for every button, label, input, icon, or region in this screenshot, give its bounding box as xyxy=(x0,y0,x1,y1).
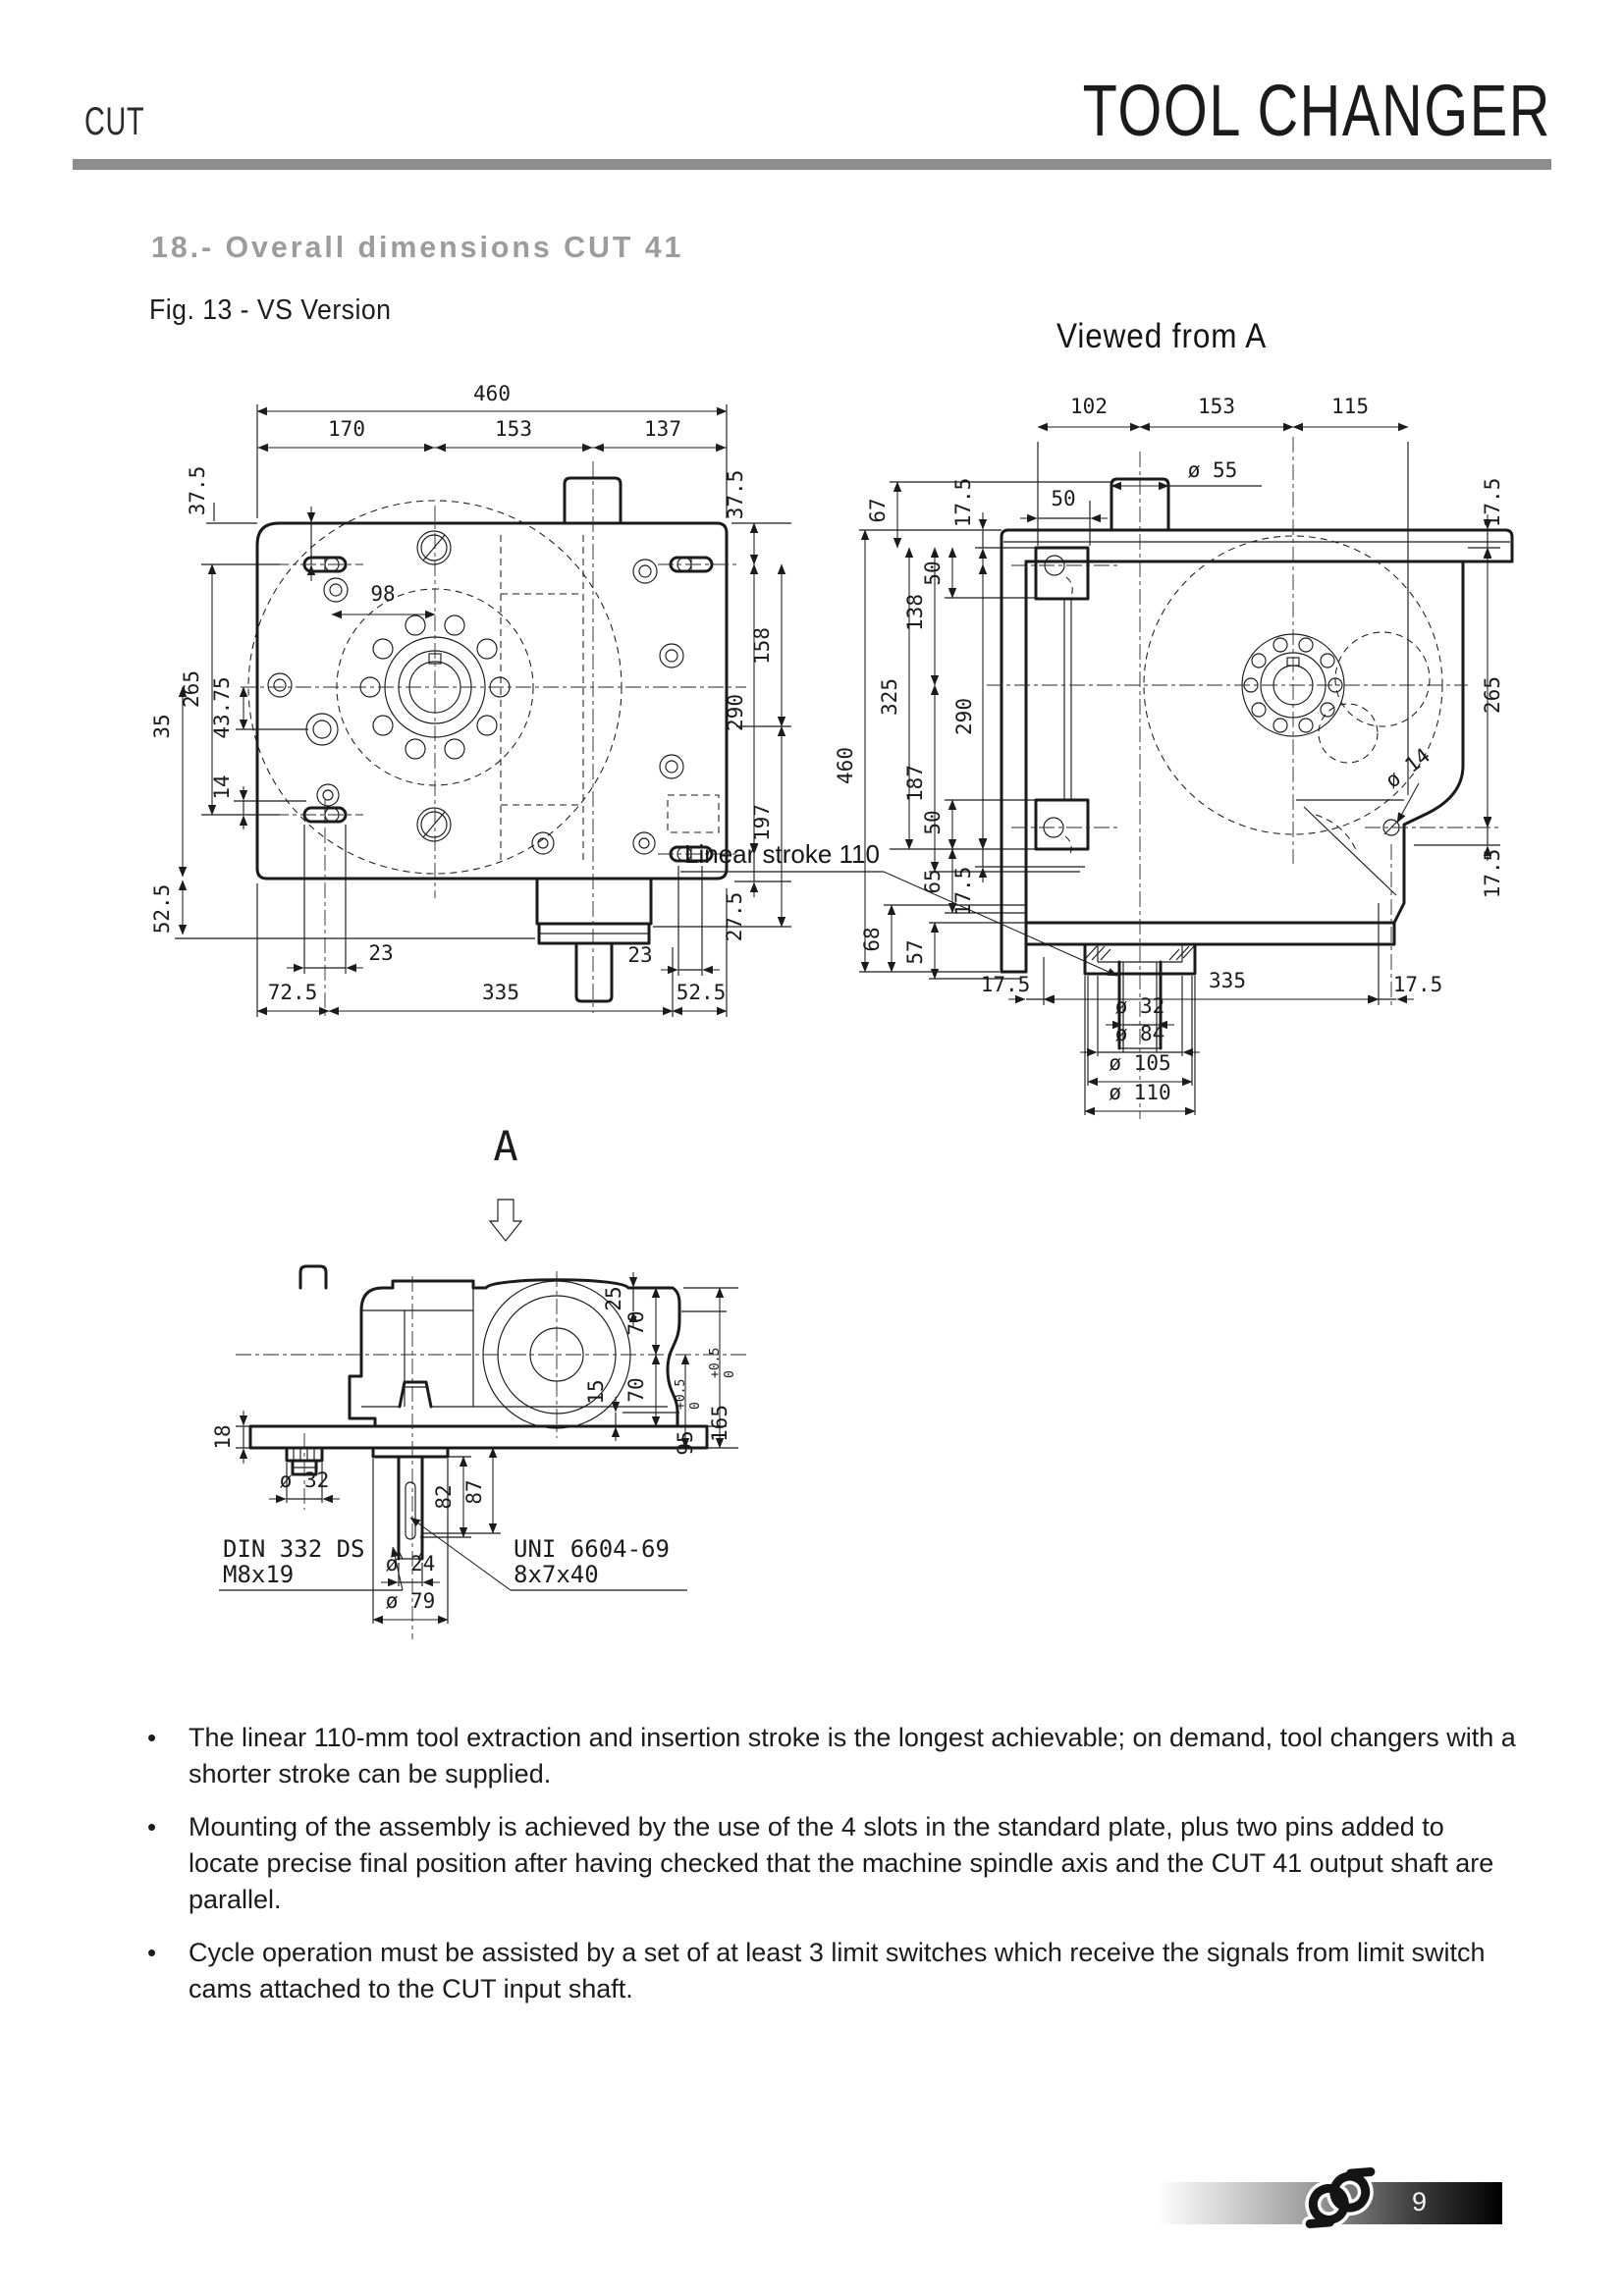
side-view-drawing xyxy=(680,395,1512,1119)
dim-label: 68 xyxy=(860,927,884,952)
page-title: TOOL CHANGER xyxy=(1082,70,1551,151)
dim-label: 98 xyxy=(370,582,396,606)
dim-label: 87 xyxy=(462,1479,486,1505)
notes-list xyxy=(147,1720,1522,2024)
dim-label: 37.5 xyxy=(724,469,747,520)
dim-label: 25 xyxy=(602,1286,625,1311)
dim-label: ø 55 xyxy=(1187,458,1238,482)
dim-label: 17.5 xyxy=(951,477,975,528)
dim-label: 14 xyxy=(210,774,234,800)
dim-label: 17.5 xyxy=(980,973,1031,996)
dim-label: ø 14 xyxy=(1380,743,1435,793)
tolerance-lower: 0 xyxy=(688,1402,703,1410)
dim-label: 82 xyxy=(432,1484,456,1510)
dim-label: 325 xyxy=(878,678,901,716)
technical-drawing xyxy=(98,353,1610,1708)
viewed-from-label: Viewed from A xyxy=(1056,317,1268,355)
dim-label: 138 xyxy=(903,594,927,631)
dim-label: 52.5 xyxy=(150,883,174,934)
dim-label: 115 xyxy=(1331,395,1369,418)
dim-label: 460 xyxy=(834,747,857,784)
bullet-icon: • xyxy=(147,1812,157,1842)
dim-label: 187 xyxy=(903,765,927,802)
dim-label: 265 xyxy=(1481,676,1504,714)
figure-caption: Fig. 13 - VS Version xyxy=(149,294,392,326)
note-item xyxy=(147,1935,1522,2007)
dim-label: 72.5 xyxy=(267,981,318,1004)
dim-label: 50 xyxy=(1051,487,1076,510)
dim-label: 153 xyxy=(1198,395,1235,418)
dim-label: ø 32 xyxy=(279,1468,330,1492)
dim-label: 65 xyxy=(921,869,945,894)
bullet-icon: • xyxy=(147,1938,157,1967)
dim-label: 27.5 xyxy=(723,891,746,942)
note-text: The linear 110-mm tool extraction and insertion stroke is the longest achievable; on demand, tool changers with a shorter stroke can be supplied. xyxy=(189,1723,1516,1789)
view-marker-a: A xyxy=(493,1122,518,1170)
tolerance-dim-165 xyxy=(708,1348,737,1442)
dim-label: 23 xyxy=(627,943,653,967)
linear-stroke-label: Linear stroke 110 xyxy=(684,839,880,869)
dim-label: 18 xyxy=(211,1424,235,1450)
note-item xyxy=(147,1809,1522,1918)
note-text: Cycle operation must be assisted by a set of at least 3 limit switches which receive the signals from limit switch cams attached to the CUT input shaft. xyxy=(189,1938,1486,2003)
dim-label: 265 xyxy=(180,670,203,708)
logo-knot-icon xyxy=(1286,2156,1394,2240)
dim-label: 17.5 xyxy=(951,866,975,917)
bullet-icon: • xyxy=(147,1723,157,1752)
dim-label: 67 xyxy=(866,498,890,523)
dim-label: 137 xyxy=(644,417,681,441)
page-number: 9 xyxy=(1412,2187,1428,2216)
uni-spec-size: 8x7x40 xyxy=(514,1561,599,1588)
dim-label: 70 xyxy=(624,1310,648,1336)
tolerance-lower: 0 xyxy=(723,1370,737,1378)
dim-label: 43.75 xyxy=(210,676,234,739)
dim-label: 35 xyxy=(150,714,174,739)
dim-label: 52.5 xyxy=(676,981,727,1004)
dim-label: ø 105 xyxy=(1109,1051,1171,1075)
dim-label: 158 xyxy=(750,627,774,665)
din-spec-label: DIN 332 DS xyxy=(223,1535,365,1563)
dim-label: 23 xyxy=(368,941,394,965)
dim-label: 70 xyxy=(624,1377,648,1403)
dim-label: 290 xyxy=(952,698,976,735)
dim-label: 17.5 xyxy=(1481,848,1504,899)
dim-label: ø 110 xyxy=(1109,1081,1171,1104)
dim-label: 57 xyxy=(903,939,927,965)
section-title: 18.- Overall dimensions CUT 41 xyxy=(151,230,684,264)
dim-label: 290 xyxy=(724,694,747,731)
dim-label: ø 79 xyxy=(385,1589,436,1613)
dim-label: 197 xyxy=(750,804,774,841)
dim-label: 37.5 xyxy=(186,465,209,516)
dim-label: 102 xyxy=(1070,395,1108,418)
dim-label: 165 xyxy=(708,1405,731,1442)
dim-label: ø 32 xyxy=(1114,994,1165,1018)
plan-view-drawing xyxy=(150,382,791,1017)
dim-label: 335 xyxy=(1209,969,1246,992)
dim-label: 153 xyxy=(495,417,532,441)
dim-label: 170 xyxy=(328,417,365,441)
tolerance-upper: +0.5 xyxy=(708,1347,723,1378)
dim-label: 15 xyxy=(584,1379,608,1405)
dim-label: 460 xyxy=(473,382,511,405)
din-spec-size: M8x19 xyxy=(223,1561,295,1588)
dim-label: ø 24 xyxy=(385,1552,436,1575)
dim-label: 335 xyxy=(482,981,519,1004)
brand-text: CUT xyxy=(84,100,145,143)
dim-label: ø 84 xyxy=(1114,1022,1165,1045)
dim-label: 17.5 xyxy=(1481,477,1504,528)
note-text: Mounting of the assembly is achieved by the use of the 4 slots in the standard plate, plus two pins added to locate precise final position after having checked that the machine spindle axis and the CUT 41 output shaft are parallel. xyxy=(189,1812,1494,1914)
header-rule xyxy=(73,159,1551,170)
bottom-view-drawing xyxy=(211,1122,746,1639)
tolerance-upper: +0.5 xyxy=(674,1378,688,1410)
dim-label: 17.5 xyxy=(1392,973,1443,996)
dim-label: 50 xyxy=(921,810,945,835)
dim-label: 50 xyxy=(921,561,945,586)
dim-label: 95 xyxy=(674,1430,697,1456)
note-item xyxy=(147,1720,1522,1792)
uni-spec-label: UNI 6604-69 xyxy=(514,1535,670,1563)
view-direction-arrow xyxy=(490,1200,521,1241)
